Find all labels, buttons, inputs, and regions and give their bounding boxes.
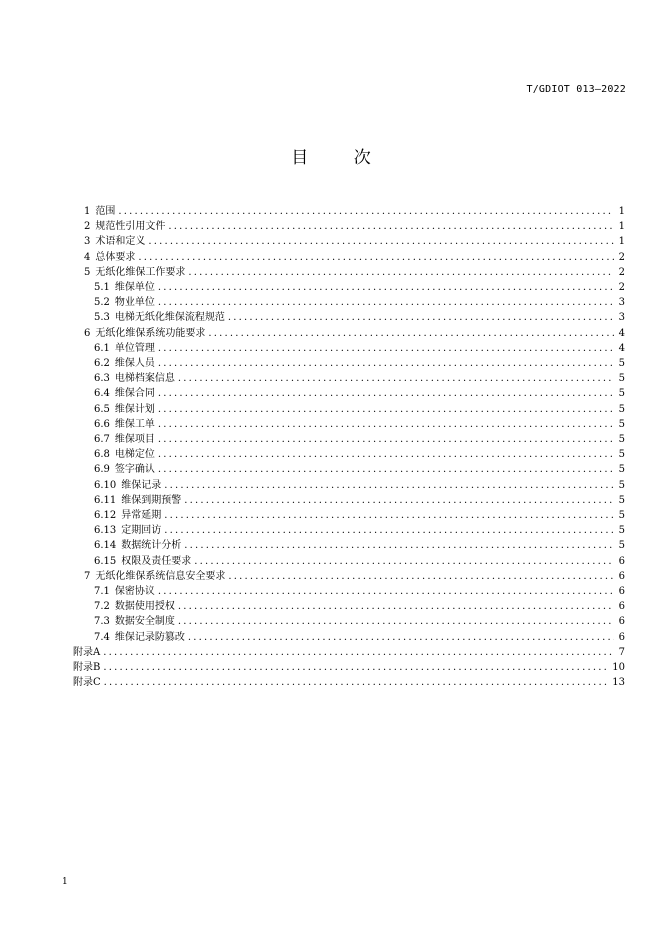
toc-entry[interactable]: [94, 462, 625, 477]
toc-leader-dots: [164, 478, 614, 493]
toc-entry-label: 维保单位: [114, 282, 155, 293]
toc-entry-label: 数据统计分析: [121, 540, 182, 552]
toc-entry[interactable]: [94, 554, 625, 569]
toc-leader-dots: [208, 326, 614, 341]
toc-entry-page: 5: [618, 525, 625, 537]
toc-entry-number: 7.3: [94, 616, 110, 628]
toc-entry-page: 5: [618, 373, 625, 385]
toc-entry[interactable]: [84, 234, 625, 249]
toc-leader-dots: [103, 645, 614, 660]
toc-leader-dots: [103, 660, 609, 675]
toc-entry-label: 维保记录防篡改: [114, 631, 185, 643]
toc-leader-dots: [164, 523, 614, 538]
toc-entry[interactable]: [94, 523, 625, 538]
toc-entry-number: 7.4: [94, 631, 110, 643]
toc-entry-page: 1: [618, 206, 625, 217]
toc-entry[interactable]: [94, 447, 625, 462]
toc-leader-dots: [158, 432, 614, 447]
toc-leader-dots: [158, 402, 614, 417]
toc-entry-number: 5.3: [94, 312, 110, 324]
toc-entry-number: 7.2: [94, 601, 110, 613]
toc-entry-page: 6: [618, 570, 625, 582]
toc-entry[interactable]: [94, 584, 625, 599]
toc-entry-label: 无纸化维保系统功能要求: [95, 327, 206, 339]
toc-entry-label: 范围: [95, 206, 116, 217]
toc-entry-label: 维保记录: [121, 479, 162, 491]
toc-entry-label: 维保到期预警: [121, 494, 182, 506]
toc-entry-label: 数据安全制度: [114, 616, 175, 628]
toc-entry-label: 数据使用授权: [114, 601, 175, 613]
toc-entry-number: 5.2: [94, 297, 110, 309]
toc-entry-page: 6: [618, 601, 625, 613]
toc-entry[interactable]: [94, 417, 625, 432]
toc-entry-page: 6: [618, 555, 625, 567]
toc-entry-number: 6.1: [94, 342, 110, 354]
page-title: 目 次: [291, 148, 391, 168]
toc-entry-label: 签字确认: [114, 464, 155, 476]
toc-entry-page: 7: [618, 646, 625, 658]
toc-entry-label: 附录A: [73, 646, 101, 658]
toc-entry-label: 电梯档案信息: [114, 373, 175, 385]
toc-entry-number: 6.11: [94, 494, 117, 506]
toc-entry-page: 6: [618, 616, 625, 628]
toc-entry-page: 5: [618, 510, 625, 521]
toc-entry-page: 2: [618, 282, 625, 293]
toc-entry-page: 5: [618, 479, 625, 491]
toc-entry-number: 6.15: [94, 555, 117, 567]
toc-entry-page: 3: [618, 297, 625, 309]
toc-entry[interactable]: [94, 599, 625, 614]
toc-entry-number: 6.8: [94, 449, 110, 461]
toc-entry[interactable]: [84, 204, 625, 219]
toc-leader-dots: [194, 554, 614, 569]
toc-entry[interactable]: [94, 341, 625, 356]
toc-entry-page: 1: [618, 221, 625, 233]
toc-entry[interactable]: [94, 508, 625, 523]
toc-entry-number: 6.2: [94, 358, 110, 369]
toc-entry-page: 5: [618, 403, 625, 415]
toc-leader-dots: [188, 265, 614, 280]
toc-entry[interactable]: [94, 493, 625, 508]
toc-leader-dots: [158, 584, 614, 599]
toc-entry-number: 6.10: [94, 479, 117, 491]
toc-entry-page: 6: [618, 631, 625, 643]
toc-entry-number: 6.9: [94, 464, 110, 476]
toc-entry-label: 规范性引用文件: [95, 221, 166, 233]
toc-leader-dots: [158, 417, 614, 432]
toc-entry[interactable]: [94, 356, 625, 371]
toc-entry-number: 5: [84, 266, 91, 278]
toc-entry-number: 6.4: [94, 388, 110, 400]
toc-entry[interactable]: [73, 675, 625, 690]
toc-entry-page: 5: [618, 540, 625, 552]
toc-entry[interactable]: [84, 219, 625, 234]
toc-entry-label: 附录C: [73, 677, 101, 689]
toc-leader-dots: [164, 508, 614, 523]
toc-leader-dots: [228, 310, 614, 325]
toc-entry-label: 单位管理: [114, 342, 155, 354]
toc-entry-label: 无纸化维保工作要求: [95, 266, 186, 278]
toc-entry[interactable]: [94, 371, 625, 386]
toc-entry-number: 6.13: [94, 525, 117, 537]
toc-leader-dots: [104, 675, 610, 690]
toc-leader-dots: [158, 386, 614, 401]
toc-entry-number: 3: [84, 236, 91, 248]
toc-entry-label: 维保工单: [114, 418, 155, 430]
toc-leader-dots: [178, 599, 614, 614]
toc-entry[interactable]: [84, 250, 625, 265]
toc-leader-dots: [228, 569, 614, 584]
toc-entry-page: 1: [618, 236, 625, 248]
toc-entry-number: 6.5: [94, 403, 110, 415]
toc-entry-label: 电梯无纸化维保流程规范: [114, 312, 225, 324]
toc-entry-label: 定期回访: [121, 525, 162, 537]
toc-entry-number: 2: [84, 221, 91, 233]
toc-entry-page: 10: [612, 662, 625, 673]
toc-entry-page: 5: [618, 358, 625, 369]
toc-entry-page: 4: [618, 342, 625, 354]
toc-entry-page: 5: [618, 434, 625, 445]
toc-entry-page: 2: [618, 266, 625, 278]
toc-leader-dots: [158, 462, 614, 477]
toc-entry-number: 6: [84, 327, 91, 339]
toc-entry[interactable]: [73, 645, 625, 660]
toc-entry-number: 6.6: [94, 418, 110, 430]
toc-leader-dots: [148, 234, 614, 249]
toc-entry-page: 6: [618, 586, 625, 597]
toc-entry[interactable]: [94, 402, 625, 417]
toc-entry[interactable]: [94, 538, 625, 553]
toc-entry[interactable]: [84, 326, 625, 341]
toc-entry-number: 6.7: [94, 434, 110, 445]
toc-entry-label: 维保计划: [114, 403, 155, 415]
toc-entry-page: 5: [618, 388, 625, 400]
toc-entry-page: 3: [618, 312, 625, 324]
toc-leader-dots: [158, 280, 614, 295]
toc-leader-dots: [158, 447, 614, 462]
toc-leader-dots: [184, 493, 614, 508]
toc-leader-dots: [168, 219, 614, 234]
toc-entry[interactable]: [94, 630, 625, 645]
toc-entry[interactable]: [94, 280, 625, 295]
toc-entry[interactable]: [84, 569, 625, 584]
toc-entry-page: 13: [612, 677, 625, 689]
toc-entry-number: 1: [84, 206, 91, 217]
toc-leader-dots: [178, 614, 614, 629]
toc-entry-label: 保密协议: [114, 586, 155, 597]
toc-entry[interactable]: [94, 295, 625, 310]
toc-entry-page: 4: [618, 327, 625, 339]
toc-entry-label: 总体要求: [95, 251, 136, 263]
toc-entry-label: 电梯定位: [114, 449, 155, 461]
toc-entry-number: 5.1: [94, 282, 110, 293]
toc-entry[interactable]: [73, 660, 625, 675]
toc-leader-dots: [158, 356, 614, 371]
toc-entry[interactable]: [94, 386, 625, 401]
toc-entry-label: 无纸化维保系统信息安全要求: [95, 570, 226, 582]
toc-entry[interactable]: [94, 478, 625, 493]
toc-entry[interactable]: [84, 265, 625, 280]
toc-entry-page: 5: [618, 449, 625, 461]
toc-entry[interactable]: [94, 310, 625, 325]
toc-leader-dots: [138, 250, 614, 265]
toc-entry-page: 5: [618, 464, 625, 476]
toc-entry-number: 6.3: [94, 373, 110, 385]
toc-entry-number: 4: [84, 251, 91, 263]
toc-entry-label: 维保合同: [114, 388, 155, 400]
toc-entry-number: 6.12: [94, 510, 117, 521]
toc-entry-label: 附录B: [73, 662, 101, 673]
toc-entry-label: 维保项目: [114, 434, 155, 445]
toc-entry[interactable]: [94, 432, 625, 447]
toc-leader-dots: [118, 204, 614, 219]
toc-entry[interactable]: [94, 614, 625, 629]
page-number: 1: [62, 877, 68, 887]
toc-leader-dots: [158, 295, 614, 310]
toc-entry-label: 维保人员: [114, 358, 155, 369]
toc-entry-number: 6.14: [94, 540, 117, 552]
toc-entry-page: 5: [618, 494, 625, 506]
toc-leader-dots: [158, 341, 614, 356]
toc-leader-dots: [188, 630, 614, 645]
toc-entry-label: 权限及责任要求: [121, 555, 192, 567]
toc-leader-dots: [184, 538, 614, 553]
toc-entry-label: 物业单位: [114, 297, 155, 309]
toc-entry-label: 异常延期: [121, 510, 162, 521]
toc-entry-number: 7.1: [94, 586, 110, 597]
toc-leader-dots: [178, 371, 614, 386]
toc-entry-page: 5: [618, 418, 625, 430]
toc-entry-label: 术语和定义: [95, 236, 146, 248]
toc-entry-page: 2: [618, 251, 625, 263]
toc-entry-number: 7: [84, 570, 91, 582]
document-code: T/GDIOT 013—2022: [526, 84, 626, 95]
